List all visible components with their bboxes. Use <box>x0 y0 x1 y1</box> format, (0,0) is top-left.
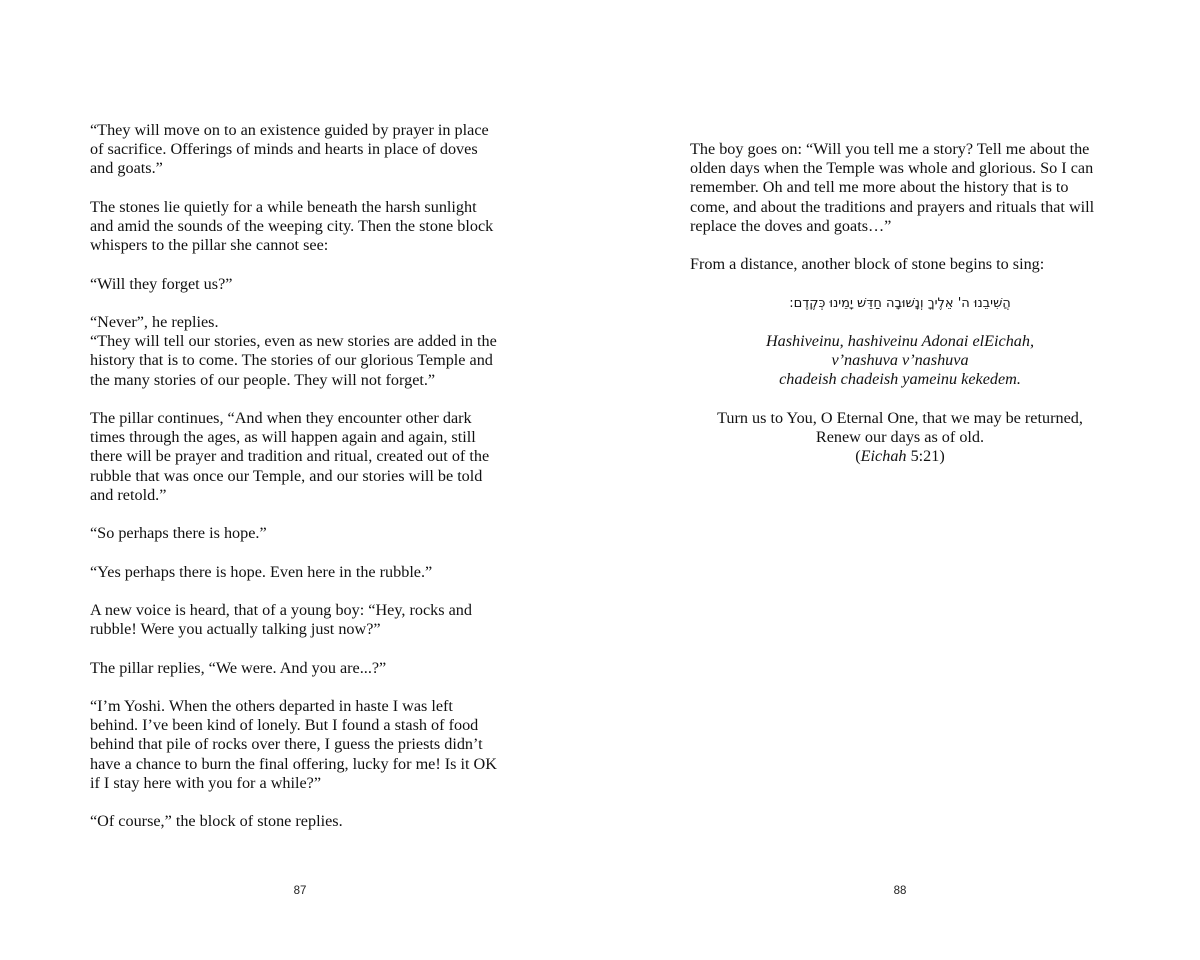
citation-ref: 5:21) <box>906 447 945 466</box>
citation-open: ( <box>855 447 861 466</box>
paragraph: “Never”, he replies. <box>90 312 219 331</box>
translation <box>690 409 1110 467</box>
paragraph: “So perhaps there is hope.” <box>90 524 267 543</box>
citation-book: Eichah <box>860 447 907 466</box>
paragraph: The pillar continues, “And when they encounter other dark times through the ages, as will happen again and again, still there will be prayer and tradition and ritual, created out of the rubble that was once our Temple, and our stories will be told and retold.” <box>90 408 490 504</box>
paragraph: “Of course,” the block of stone replies. <box>90 812 343 831</box>
paragraph: The stones lie quietly for a while beneath the harsh sunlight and amid the sounds of the weeping city. Then the stone block whispers to the pillar she cannot see: <box>90 197 494 255</box>
paragraph: “They will move on to an existence guided by prayer in place of sacrifice. Offerings of minds and hearts in place of doves and goats.” <box>90 121 489 178</box>
translation-line: Renew our days as of old. <box>815 427 985 446</box>
right-page <box>600 0 1200 960</box>
paragraph: “I’m Yoshi. When the others departed in haste I was left behind. I’ve been kind of lonely. But I found a stash of food behind that pile of rocks over there, I guess the priests didn’t have a chance to burn the final offering, lucky for me! Is it OK if I stay here with you for a while?” <box>90 696 497 792</box>
page-number: 88 <box>893 885 907 897</box>
page-number: 87 <box>293 885 307 897</box>
paragraph: The pillar replies, “We were. And you are...?” <box>90 658 387 677</box>
transliteration: Hashiveinu, hashiveinu Adonai elEichah, v’nashuva v’nashuva chadeish chadeish yameinu kekedem. <box>765 331 1035 389</box>
paragraph: “They will tell our stories, even as new stories are added in the history that is to come. The stories of our glorious Temple and the many stories of our people. They will not forget.” <box>90 332 497 389</box>
hebrew-verse: הֲשִׁיבֵנוּ ה' אֵלֶיךָ וְנָשׁוּבָה חַדֵּשׁ יָמֵינוּ כְּקֶדֶם: <box>789 295 1011 311</box>
left-page-text <box>90 121 520 851</box>
paragraph: A new voice is heard, that of a young boy: “Hey, rocks and rubble! Were you actually talking just now?” <box>90 600 472 639</box>
paragraph: The boy goes on: “Will you tell me a story? Tell me about the olden days when the Temple was whole and glorious. So I can remember. Oh and tell me more about the history that is to come, and about the traditions and prayers and rituals that will replace the doves and goats…” <box>690 140 1095 235</box>
paragraph: From a distance, another block of stone begins to sing: <box>690 255 1045 274</box>
paragraph: “Will they forget us?” <box>90 274 233 293</box>
translation-line: Turn us to You, O Eternal One, that we may be returned, <box>717 408 1083 427</box>
paragraph: “Yes perhaps there is hope. Even here in the rubble.” <box>90 562 433 581</box>
citation <box>690 447 1110 466</box>
right-page-text <box>690 140 1120 466</box>
